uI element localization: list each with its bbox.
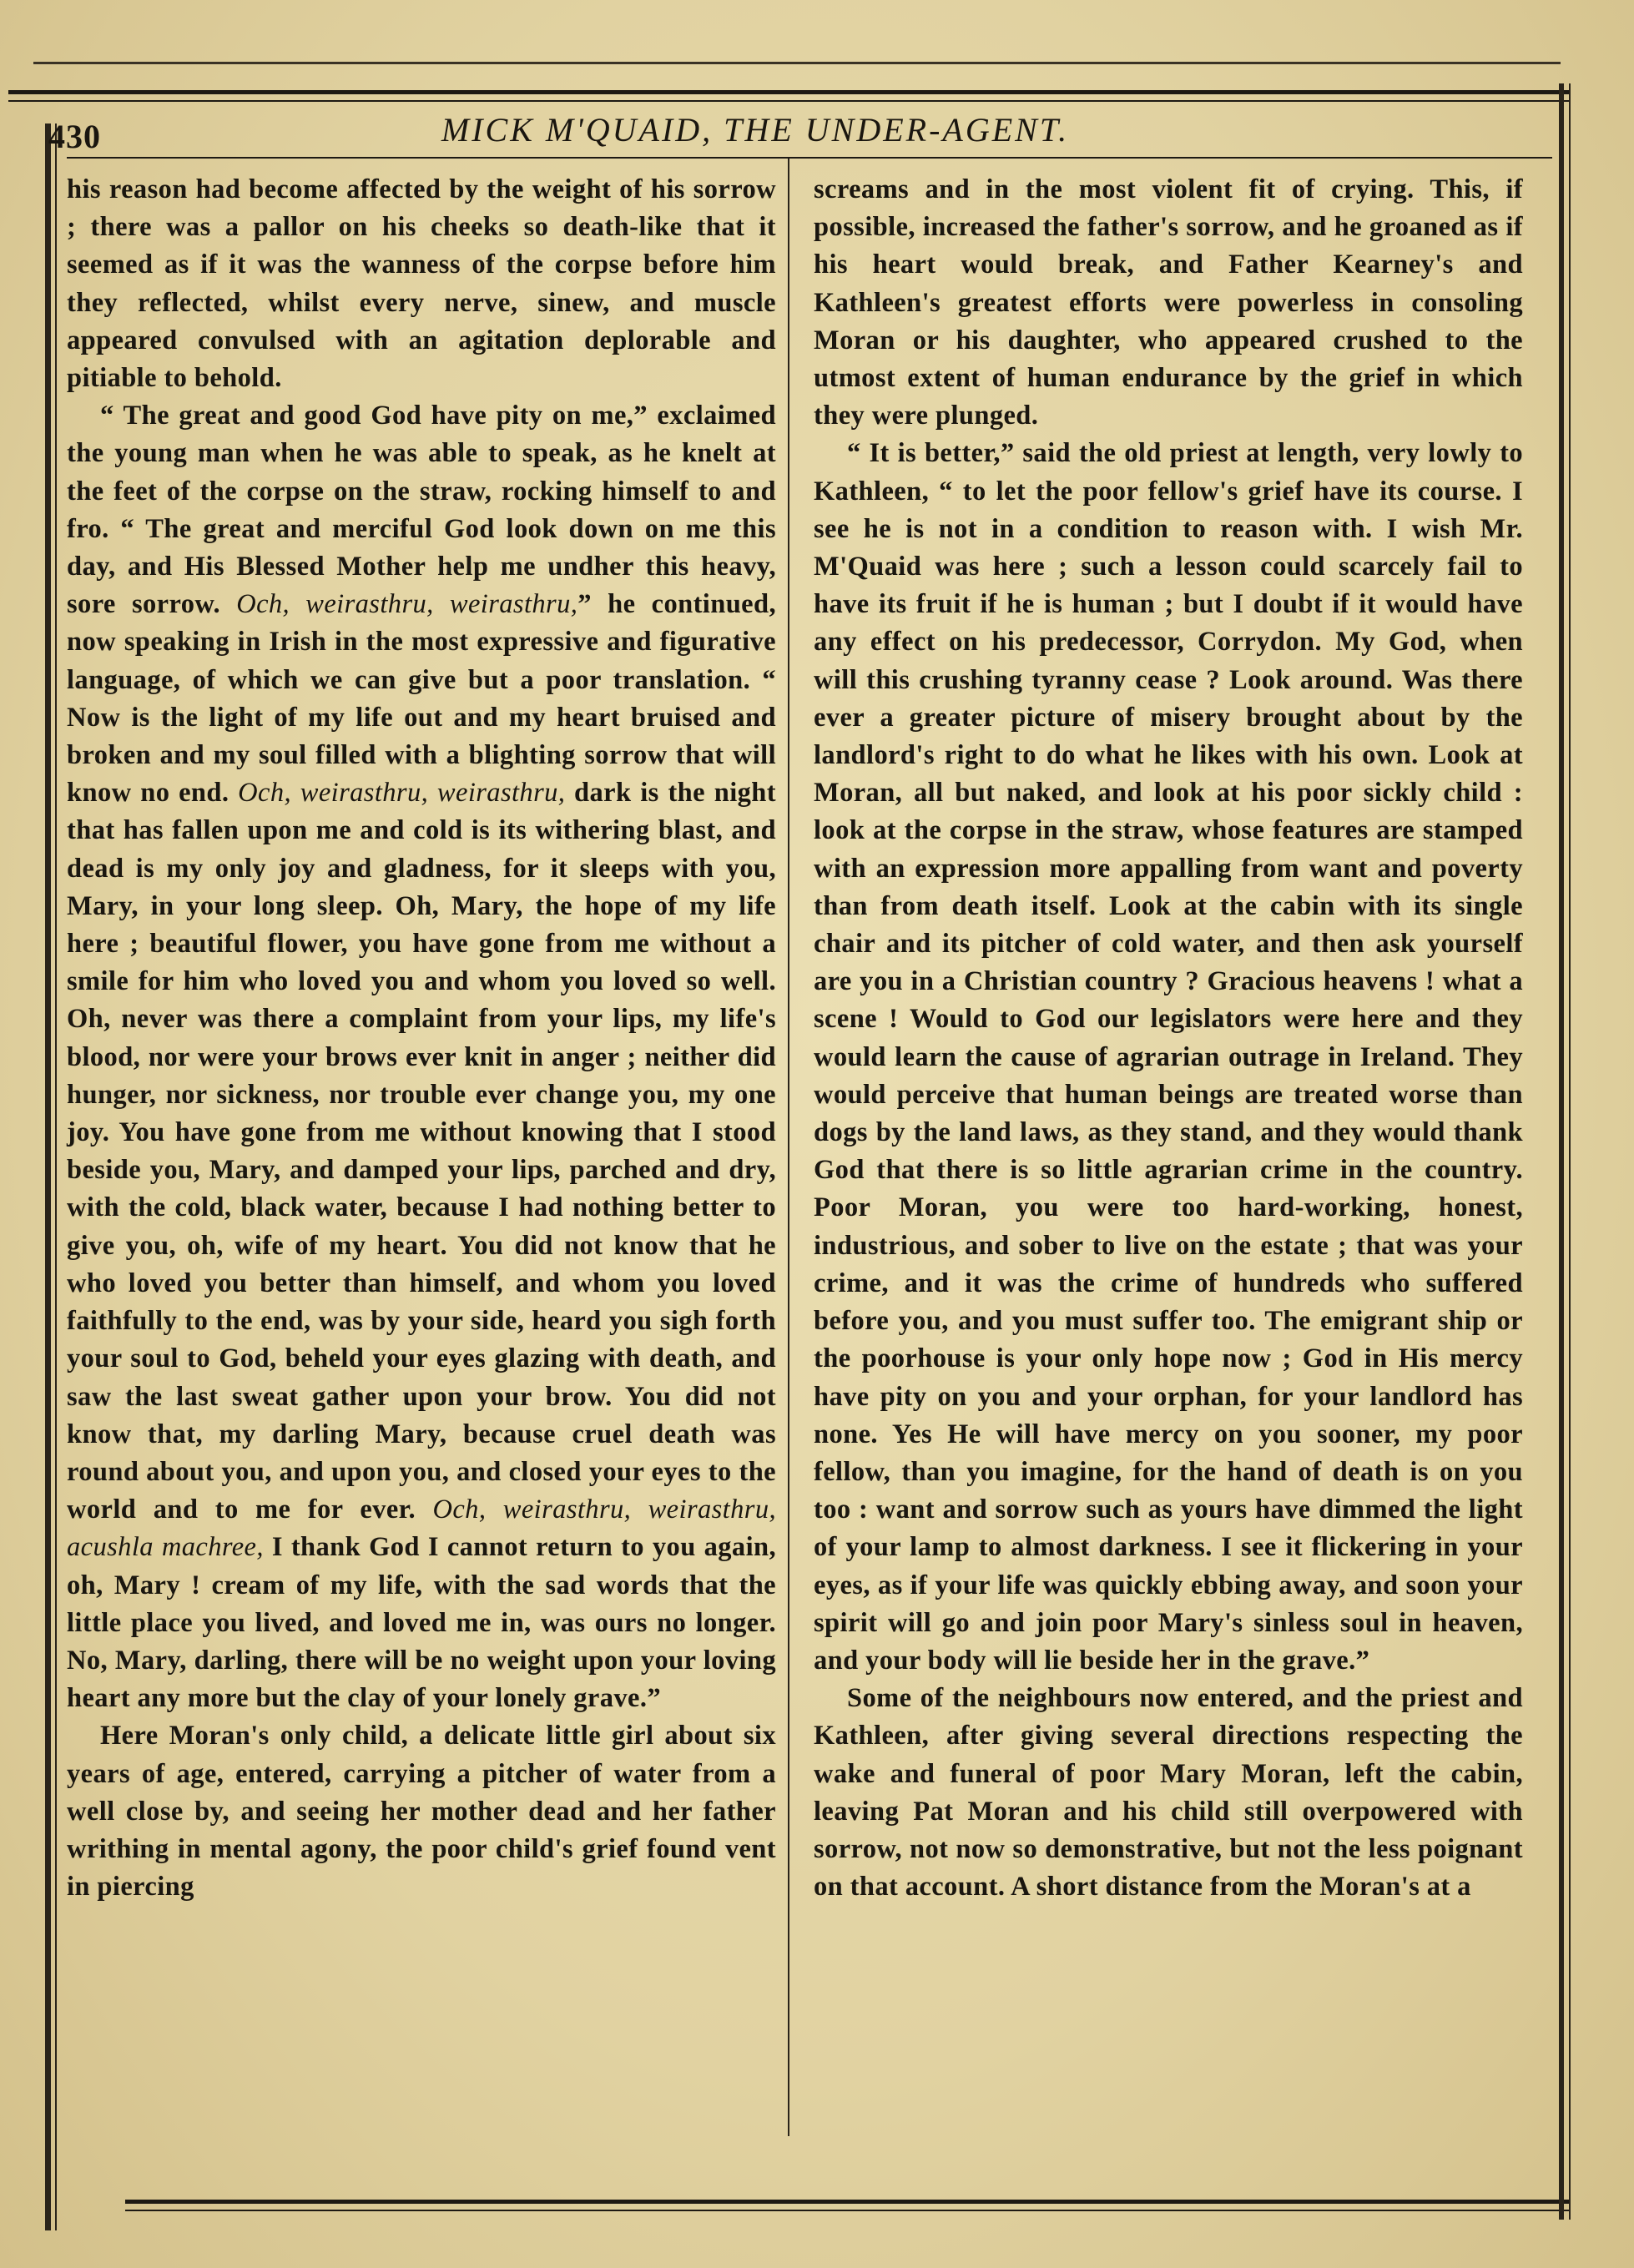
- right-border-inner: [1569, 83, 1571, 2220]
- text-run: I thank God I cannot return to you again, oh, Mary ! cream of my life, with the sad words that the little place you lived, and loved me in, was ours no longer. No, Mary, darling, there will be no weight upon your loving heart any more but the clay of your lonely grave.”: [67, 1532, 776, 1714]
- paragraph: [814, 1680, 1523, 1906]
- top-frame-rule: [33, 62, 1561, 64]
- irish-phrase: Och, weirasthru, weirasthru,: [238, 778, 566, 809]
- left-column: [67, 171, 776, 2149]
- text-run: his reason had become affected by the weight of his sorrow ; there was a pallor on his cheeks so death-like that it seemed as if it was the wanness of the corpse before him they reflected, whilst every nerve, sinew, and muscle appeared convulsed with an agitation deplorable and pitiable to behold.: [67, 174, 776, 394]
- text-run: “ The great and good God have pity on me,” exclaimed the young man when he was able to speak, as he knelt at the feet of the corpse on the straw, rocking himself to and fro. “ The great and merciful God look down on me this day, and His Blessed Mother help me undher this heavy, sore sorrow.: [67, 401, 776, 620]
- column-divider: [788, 159, 789, 2136]
- left-border: [45, 123, 51, 2230]
- text-run: Here Moran's only child, a delicate little girl about six years of age, entered, carrying a pitcher of water from a well close by, and seeing her mother dead and her father writhing in mental agony, the poor child's grief found vent in piercing: [67, 1721, 776, 1903]
- text-run: Some of the neighbours now entered, and the priest and Kathleen, after giving several directions respecting the wake and funeral of poor Mary Moran, left the cabin, leaving Pat Moran and his child still overpowered with sorrow, not now so demonstrative, but not the less poignant on that account. A short distance from the Moran's at a: [814, 1683, 1523, 1903]
- paragraph: [814, 171, 1523, 435]
- page-number: 430: [48, 118, 101, 155]
- paragraph: [67, 1717, 776, 1906]
- paragraph: [67, 397, 776, 1717]
- left-border-inner: [55, 123, 57, 2230]
- text-run: screams and in the most violent fit of crying. This, if possible, increased the father's sorrow, and he groaned as if his heart would break, and Father Kearney's and Kathleen's greatest efforts were powerless in consoling Moran or his daughter, who appeared crushed to the utmost extent of human endurance by the grief in which they were plunged.: [814, 174, 1523, 431]
- header-rule: [67, 157, 1552, 159]
- text-run: “ It is better,” said the old priest at length, very lowly to Kathleen, “ to let the poor fellow's grief have its course. I see he is not in a condition to reason with. I wish Mr. M'Quaid was here ; such a lesson could scarcely fail to have its fruit if he is human ; but I doubt if it would have any effect on his predecessor, Corrydon. My God, when will this crushing tyranny cease ? Look around. Was there ever a greater picture of misery brought about by the landlord's right to do what he likes with his own. Look at Moran, all but naked, and look at his poor sickly child : look at the corpse in the straw, whose features are stamped with an expression more appalling from want and poverty than from death itself. Look at the cabin with its single chair and its pitcher of cold water, and then ask yourself are you in a Christian country ? Gracious heavens ! what a scene ! Would to God our legislators were here and they would learn the cause of agrarian outrage in Ireland. They would perceive that human beings are treated worse than dogs by the land laws, as they stand, and they would thank God that there is so little agrarian crime in the country. Poor Moran, you were too hard-working, honest, industrious, and sober to live on the estate ; that was your crime, and it was the crime of hundreds who suffered before you, and you must suffer too. The emigrant ship or the poorhouse is your only hope now ; God in His mercy have pity on you and your orphan, for your landlord has none. Yes He will have mercy on you sooner, my poor fellow, than you imagine, for the hand of death is on you too : want and sorrow such as yours have dimmed the light of your lamp to almost darkness. I see it flickering in your eyes, as if your life was quickly ebbing away, and soon your spirit will go and join poor Mary's sinless soul in heaven, and your body will lie beside her in the grave.”: [814, 438, 1523, 1676]
- paragraph: [67, 171, 776, 397]
- top-thin-rule: [8, 100, 1569, 102]
- right-column: [814, 171, 1523, 2149]
- paragraph: [814, 435, 1523, 1680]
- irish-phrase: Och, weirasthru, weirasthru,: [236, 589, 578, 620]
- right-border: [1559, 83, 1564, 2220]
- top-double-rule: [8, 90, 1569, 94]
- text-run: ” he continued, now speaking in Irish in the most expressive and figurative language, of which we can give but a poor translation. “ Now is the light of my life out and my heart bruised and broken and my soul filled with a blighting sorrow that will know no end.: [67, 589, 776, 809]
- running-title: MICK M'QUAID, THE UNDER-AGENT.: [441, 111, 1070, 149]
- irish-phrase: Och, weirasthru, weirasthru, acushla machree,: [67, 1494, 776, 1563]
- bottom-thin-rule: [125, 2210, 1569, 2211]
- bottom-double-rule: [125, 2200, 1569, 2204]
- text-run: dark is the night that has fallen upon me and cold is its withering blast, and dead is my only joy and gladness, for it sleeps with you, Mary, in your long sleep. Oh, Mary, the hope of my life here ; beautiful flower, you have gone from me without a smile for him who loved you and whom you loved so well. Oh, never was there a complaint from your lips, my life's blood, nor were your brows ever knit in anger ; neither did hunger, nor sickness, nor trouble ever change you, my one joy. You have gone from me without knowing that I stood beside you, Mary, and damped your lips, parched and dry, with the cold, black water, because I had nothing better to give you, oh, wife of my heart. You did not know that he who loved you better than himself, and whom you loved faithfully to the end, was by your side, heard you sigh forth your soul to God, beheld your eyes glazing with death, and saw the last sweat gather upon your brow. You did not know that, my darling Mary, because cruel death was round about you, and upon you, and closed your eyes to the world and to me for ever.: [67, 778, 776, 1525]
